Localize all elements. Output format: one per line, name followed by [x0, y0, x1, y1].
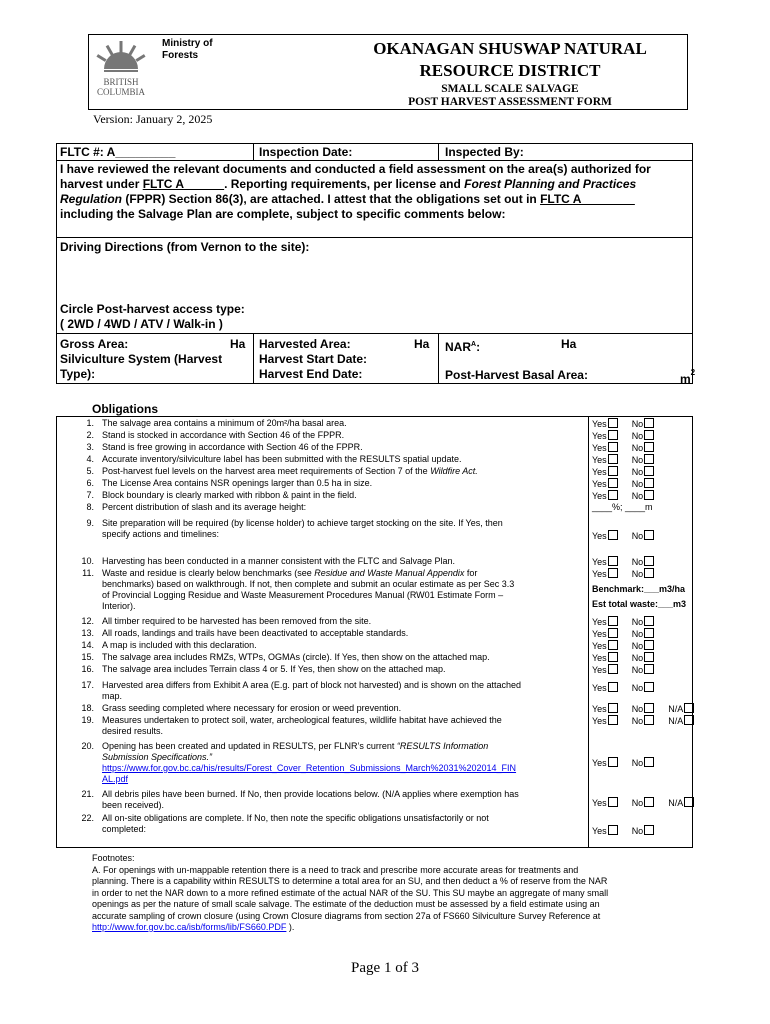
obligation-answer: Yes No [592, 757, 702, 769]
yes-checkbox[interactable] [608, 640, 618, 650]
yes-checkbox[interactable] [608, 568, 618, 578]
obligation-number: 18. [81, 703, 94, 713]
obligation-answer: Yes No [592, 418, 702, 430]
obligation-number: 9. [86, 518, 94, 528]
no-checkbox[interactable] [644, 478, 654, 488]
version-label: Version: January 2, 2025 [93, 112, 213, 126]
obligation-answer: Yes No [592, 466, 702, 478]
no-checkbox[interactable] [644, 616, 654, 626]
obligation-answer: Yes No [592, 616, 702, 628]
yes-checkbox[interactable] [608, 556, 618, 566]
obligation-number: 5. [86, 466, 94, 476]
footnotes: Footnotes: A. For openings with un-mappable retention there is a need to track and prescribe more accurate areas for treatments and planning. There is a capability within RESULTS to determine a total area for an SU, and then deduct a % of reserve from the NAR in order to net the NAR down to a more refined estimate of the actual NAR of the SU. This SU maybe an aggregate of many small openings as per the nature of small scale salvage. The estimate of the deduction must be assessed by a field estimate using an accurate sampling of crown closure (using Crown Closure diagrams from section 27a of FS660 Silviculture Survey Reference at http://www.for.gov.bc.ca/isb/forms/lib/FS660.PDF ). [92, 853, 692, 934]
district-title-line-2: RESOURCE DISTRICT [419, 61, 601, 80]
obligation-text: Grass seeding completed where necessary for erosion or weed prevention. [102, 703, 402, 713]
obligation-number: 11. [82, 568, 94, 578]
yes-checkbox[interactable] [608, 628, 618, 638]
obligation-answer: Yes No [592, 640, 702, 652]
obligation-answer: Yes No N/A [592, 703, 702, 715]
yes-checkbox[interactable] [608, 825, 618, 835]
no-checkbox[interactable] [644, 664, 654, 674]
bc-logo [92, 37, 150, 105]
form-subtitle [340, 83, 680, 109]
footnote-line-1: A. For openings with un-mappable retention there is a need to track and prescribe more accurate areas for treatments and [92, 864, 579, 875]
na-checkbox[interactable] [684, 797, 694, 807]
obligation-answer: Yes No [592, 478, 702, 490]
no-checkbox[interactable] [644, 454, 654, 464]
obligation-number: 19. [81, 715, 94, 725]
obligation-number: 2. [86, 430, 94, 440]
obligation-number: 21. [81, 789, 94, 799]
no-checkbox[interactable] [644, 640, 654, 650]
no-checkbox[interactable] [644, 703, 654, 713]
obligation-text: The salvage area includes RMZs, WTPs, OGMAs (circle). If Yes, then show on the attached map. [102, 652, 490, 662]
obligation-text: The salvage area includes Terrain class 4 or 5. If Yes, then show on the attached map. [102, 664, 446, 674]
yes-checkbox[interactable] [608, 797, 618, 807]
obligation-text: Post-harvest fuel levels on the harvest area meet requirements of Section 7 of the Wildfire Act. [102, 466, 478, 476]
yes-checkbox[interactable] [608, 466, 618, 476]
access-type-label: Circle Post-harvest access type: [60, 302, 245, 316]
yes-checkbox[interactable] [608, 757, 618, 767]
silviculture-label-1: Silviculture System (Harvest [60, 352, 223, 366]
obligation-answer: Yes No N/A [592, 715, 702, 727]
obligation-text: All timber required to be harvested has been removed from the site. [102, 616, 372, 626]
footnote-line-4: openings as per the nature of small scale salvage. The estimate of the deduction must be assessed by a field estimate using an [92, 899, 600, 909]
access-type-options[interactable]: ( 2WD / 4WD / ATV / Walk-in ) [60, 317, 223, 331]
obligation-answer: Yes No [592, 628, 702, 640]
na-checkbox[interactable] [684, 715, 694, 725]
harvest-start-label: Harvest Start Date: [259, 352, 368, 366]
district-title [340, 38, 680, 82]
page-number: Page 1 of 3 [351, 960, 419, 976]
footnote-line-2: planning. There is a capability within RESULTS to determine a total area for an SU, and then deduct a % of reserve from the NAR [92, 876, 608, 886]
obligation-answer: Yes No [592, 530, 702, 542]
attest-line-4: including the Salvage Plan are complete, subject to specific comments below: [60, 207, 506, 221]
obligation-text: All roads, landings and trails have been deactivated to acceptable standards. [102, 628, 409, 638]
obligation-answer: Yes No [592, 825, 702, 837]
benchmark-field[interactable]: Benchmark:___m3/ha [592, 584, 686, 594]
silviculture-label-2: Type): [60, 367, 96, 381]
obligation-number: 1. [86, 418, 94, 428]
obligation-number: 15. [81, 652, 94, 662]
obligation-answer: Yes No [592, 430, 702, 442]
harvest-end-label: Harvest End Date: [259, 367, 363, 381]
harvested-area-label: Harvested Area: [259, 337, 351, 351]
footnote-line-5: accurate sampling of crown closure (using Crown Closure diagrams from section 27a of FS660 Silviculture Survey Reference at [92, 910, 601, 921]
obligation-answer: Yes No [592, 652, 702, 664]
obligation-answer: Yes No [592, 454, 702, 466]
footnotes-heading: Footnotes: [92, 853, 135, 863]
obligation-number: 22. [81, 813, 94, 823]
district-title-line-1: OKANAGAN SHUSWAP NATURAL [373, 39, 647, 58]
post-basal-area-label: Post-Harvest Basal Area: [445, 368, 588, 382]
obligation-answer: Yes No N/A [592, 797, 702, 809]
no-checkbox[interactable] [644, 466, 654, 476]
fltc-number-field[interactable]: FLTC #: A_________ [60, 145, 176, 159]
obligations-heading: Obligations [92, 402, 158, 416]
yes-checkbox[interactable] [608, 478, 618, 488]
fs660-link[interactable]: http://www.for.gov.bc.ca/isb/forms/lib/FS660.PDF [92, 922, 287, 932]
bc-sun-crown-icon [92, 37, 150, 105]
no-checkbox[interactable] [644, 652, 654, 662]
obligation-text: Block boundary is clearly marked with ribbon & paint in the field. [102, 490, 357, 500]
attestation-text [60, 162, 690, 222]
obligation-answer: Yes No [592, 442, 702, 454]
obligation-text: Stand is stocked in accordance with Section 46 of the FPPR. [102, 430, 345, 440]
inspection-date-field[interactable]: Inspection Date: [259, 145, 353, 159]
obligation-answer: Yes No [592, 490, 702, 502]
obligation-number: 8. [86, 502, 94, 512]
obligation-number: 4. [86, 454, 94, 464]
yes-checkbox[interactable] [608, 664, 618, 674]
slash-percent-field[interactable]: ____%; ____m [592, 502, 653, 512]
obligation-text: Measures undertaken to protect soil, water, archeological features, wildlife habitat have achieved the desired results. [102, 715, 502, 736]
obligation-answer: Yes No [592, 664, 702, 676]
obligation-text: Site preparation will be required (by license holder) to achieve target stocking on the site. If Yes, then specify actions and timelines: [102, 518, 503, 539]
no-checkbox[interactable] [644, 568, 654, 578]
form-subtitle-line-2: POST HARVEST ASSESSMENT FORM [408, 96, 612, 108]
obligation-text: Opening has been created and updated in RESULTS, per FLNR’s current “RESULTS Information Submission Specifications.” https://www.for.gov.bc.ca/his/results/Forest_Cover_Retention_Submissions_March%2031%202014_FIN AL.pdf [102, 741, 582, 785]
no-checkbox[interactable] [644, 490, 654, 500]
results-spec-link[interactable]: https://www.for.gov.bc.ca/his/results/Forest_Cover_Retention_Submissions_March%2031%202014_FIN [102, 763, 517, 773]
no-checkbox[interactable] [644, 825, 654, 835]
attest-line-2c: . Reporting requirements, per license and [224, 177, 465, 191]
yes-checkbox[interactable] [608, 703, 618, 713]
harvested-area-unit: Ha [414, 337, 430, 351]
attest-fltc-a-2[interactable]: FLTC A________ [540, 192, 635, 206]
nar-label: $NAR^A$: [445, 340, 481, 354]
footnote-line-3: in order to net the NAR down to a more refined estimate of the actual NAR of the SU. This SU maybe an aggregate of many small [92, 887, 609, 898]
obligation-answer: Yes No Benchmark:___m3/ha Est total waste:___m3 [592, 568, 702, 610]
obligation-text: The License Area contains NSR openings larger than 0.5 ha in size. [102, 478, 373, 488]
attest-line-1: I have reviewed the relevant documents and conducted a field assessment on the area(s) authorized for [60, 162, 651, 176]
obligation-answer: Yes No [592, 556, 702, 568]
no-checkbox[interactable] [644, 442, 654, 452]
obligation-text: Stand is free growing in accordance with Section 46 of the FPPR. [102, 442, 363, 452]
est-total-waste-field[interactable]: Est total waste:___m3 [592, 599, 687, 609]
results-spec-link-cont[interactable]: AL.pdf [102, 774, 129, 784]
obligation-answer [592, 502, 702, 513]
no-checkbox[interactable] [644, 418, 654, 428]
no-checkbox[interactable] [644, 757, 654, 767]
no-checkbox[interactable] [644, 682, 654, 692]
form-subtitle-line-1: SMALL SCALE SALVAGE [441, 83, 579, 95]
yes-checkbox[interactable] [608, 682, 618, 692]
yes-checkbox[interactable] [608, 530, 618, 540]
obligation-text: Harvested area differs from Exhibit A area (E.g. part of block not harvested) and is shown on the attached map. [102, 680, 522, 701]
obligation-text: All debris piles have been burned. If No, then provide locations below. (N/A applies where exemption has been received). [102, 789, 519, 810]
obligation-number: 14. [81, 640, 94, 650]
logo-line-1: BRITISH [103, 77, 139, 87]
no-checkbox[interactable] [644, 530, 654, 540]
attest-line-2d: Forest Planning and Practices [464, 177, 637, 191]
nar-unit: Ha [561, 337, 577, 351]
obligation-text: Accurate inventory/silviculture label has been submitted with the RESULTS spatial update. [102, 454, 462, 464]
yes-checkbox[interactable] [608, 616, 618, 626]
no-checkbox[interactable] [644, 715, 654, 725]
gross-area-unit: Ha [230, 337, 246, 351]
ministry-name: Ministry of Forests [162, 38, 213, 61]
gross-area-label: Gross Area: [60, 337, 129, 351]
obligation-text: A map is included with this declaration. [102, 640, 257, 650]
no-checkbox[interactable] [644, 797, 654, 807]
yes-checkbox[interactable] [608, 652, 618, 662]
obligation-number: 17. [81, 680, 94, 690]
yes-checkbox[interactable] [608, 454, 618, 464]
obligation-number: 7. [86, 490, 94, 500]
obligation-text: All on-site obligations are complete. If No, then note the specific obligations unsatisfactorily or not completed: [102, 813, 489, 834]
attest-fltc-a-1[interactable]: FLTC A______ [142, 177, 225, 191]
yes-checkbox[interactable] [608, 490, 618, 500]
yes-checkbox[interactable] [608, 430, 618, 440]
attest-line-3a: Regulation [60, 192, 122, 206]
no-checkbox[interactable] [644, 628, 654, 638]
obligation-text: The salvage area contains a minimum of 20m²/ha basal area. [102, 418, 347, 428]
obligation-number: 10. [81, 556, 94, 566]
obligation-answer: Yes No [592, 682, 702, 694]
yes-checkbox[interactable] [608, 442, 618, 452]
basal-area-unit: $m^2$ [680, 368, 696, 386]
obligation-number: 3. [86, 442, 94, 452]
attest-line-3b: (FPPR) Section 86(3), are attached. I attest that the obligations set out in [122, 192, 541, 206]
logo-line-2: COLUMBIA [96, 87, 146, 97]
inspected-by-field[interactable]: Inspected By: [445, 145, 524, 159]
no-checkbox[interactable] [644, 556, 654, 566]
attest-line-2a: harvest under [60, 177, 143, 191]
yes-checkbox[interactable] [608, 418, 618, 428]
obligation-number: 13. [81, 628, 94, 638]
obligation-text: Harvesting has been conducted in a manner consistent with the FLTC and Salvage Plan. [102, 556, 456, 566]
driving-directions-field[interactable]: Driving Directions (from Vernon to the site): [60, 240, 310, 254]
obligation-number: 6. [86, 478, 94, 488]
obligation-text: Percent distribution of slash and its average height: [102, 502, 307, 512]
na-checkbox[interactable] [684, 703, 694, 713]
obligation-number: 16. [81, 664, 94, 674]
no-checkbox[interactable] [644, 430, 654, 440]
obligation-text: Waste and residue is clearly below benchmarks (see Residue and Waste Manual Appendix for benchmarks) based on walkthrough. If not, then complete and submit an ocular estimate as per Sec 3.3 of Provincial Logging Residue and Waste Measurement Procedures Manual (RW01 Estimate Form – Interior). [102, 568, 515, 611]
yes-checkbox[interactable] [608, 715, 618, 725]
obligation-number: 20. [81, 741, 94, 751]
obligation-number: 12. [81, 616, 94, 626]
